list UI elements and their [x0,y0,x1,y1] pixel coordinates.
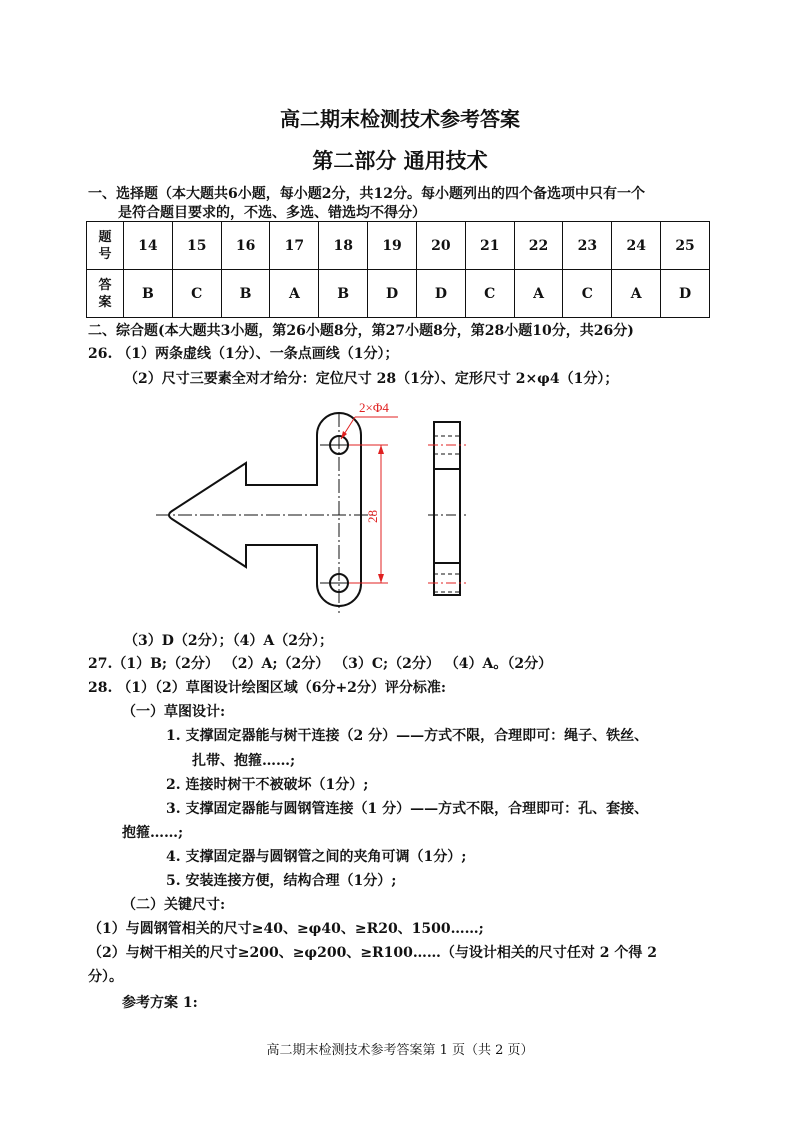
q28-key1: （1）与圆钢管相关的尺寸≥40、≥φ40、≥R20、1500……; [88,921,484,937]
table-cell-number: 19 [368,222,417,270]
table-cell-answer: D [368,270,417,318]
table-row-answers [87,270,710,318]
q27-line: 27.（1）B;（2分） （2）A;（2分） （3）C;（2分） （4）A。（2分） [88,656,553,672]
table-cell-number: 15 [172,222,221,270]
table-row-numbers [87,222,710,270]
table-cell-number: 14 [124,222,173,270]
table-cell-number: 16 [221,222,270,270]
table-cell-number: 18 [319,222,368,270]
section1-line1: 一、选择题（本大题共6小题，每小题2分，共12分。每小题列出的四个备选项中只有一个 [88,186,645,202]
q28-item1a: 1. 支撑固定器能与树干连接（2 分）——方式不限，合理即可：绳子、铁丝、 [166,728,649,744]
q28-item3b: 抱箍……; [122,825,184,841]
technical-drawing [150,395,480,620]
q28-item3a: 3. 支撑固定器能与圆钢管连接（1 分）——方式不限，合理即可：孔、套接、 [166,801,649,817]
hole-dimension-label: 2×Φ4 [359,400,389,415]
table-cell-answer: B [124,270,173,318]
q28-item1b: 扎带、抱箍……; [192,753,296,769]
q28-line1: 28. （1）（2）草图设计绘图区域（6分+2分）评分标准: [88,680,447,696]
q26-line1: 26. （1）两条虚线（1分）、一条点画线（1分）； [88,346,399,362]
side-view-outline [434,422,460,595]
section1-line2: 是符合题目要求的，不选、多选、错选均不得分） [118,205,426,221]
answer-table [86,221,710,318]
reference-plan-label: 参考方案 1: [122,995,198,1011]
table-cell-answer: B [221,270,270,318]
table-cell-answer: A [612,270,661,318]
section2-heading: 二、综合题(本大题共3小题，第26小题8分，第27小题8分，第28小题10分，共26分) [88,323,634,339]
part-title: 第二部分 通用技术 [312,149,488,173]
table-cell-answer: C [563,270,612,318]
table-header-number [87,222,124,270]
table-cell-number: 24 [612,222,661,270]
q28-key2a: （2）与树干相关的尺寸≥200、≥φ200、≥R100……（与设计相关的尺寸任对 2 个得 2 [88,945,658,961]
table-cell-answer: C [172,270,221,318]
header-char: 答 [98,277,112,293]
header-char: 题 [98,229,112,245]
length-dimension-label: 28 [365,510,380,523]
table-cell-answer: C [465,270,514,318]
table-cell-number: 25 [661,222,710,270]
header-char: 号 [98,246,112,262]
table-cell-answer: B [319,270,368,318]
q26-line2: （2）尺寸三要素全对才给分：定位尺寸 28（1分）、定形尺寸 2×φ4（1分）； [124,371,619,387]
table-cell-number: 20 [416,222,465,270]
q28-item5: 5. 安装连接方便，结构合理（1分）; [166,873,397,889]
document-title: 高二期末检测技术参考答案 [280,107,520,131]
q26-line3: （3）D（2分）；（4）A（2分）； [124,633,333,649]
table-cell-number: 21 [465,222,514,270]
table-cell-answer: A [270,270,319,318]
q28-line3: （二）关键尺寸: [122,897,226,913]
table-header-answer [87,270,124,318]
table-cell-answer: D [661,270,710,318]
page-footer: 高二期末检测技术参考答案第 1 页（共 2 页） [266,1043,534,1058]
dimension-arrow [378,574,384,583]
q28-item2: 2. 连接时树干不被破坏（1分）; [166,777,369,793]
q28-item4: 4. 支撑固定器与圆钢管之间的夹角可调（1分）; [166,849,467,865]
table-cell-number: 17 [270,222,319,270]
table-cell-number: 23 [563,222,612,270]
table-cell-number: 22 [514,222,563,270]
dimension-arrow [378,445,384,454]
q28-line2: （一）草图设计: [122,704,226,720]
q28-key2b: 分）。 [88,969,123,985]
table-cell-answer: A [514,270,563,318]
header-char: 案 [98,294,112,310]
table-cell-answer: D [416,270,465,318]
